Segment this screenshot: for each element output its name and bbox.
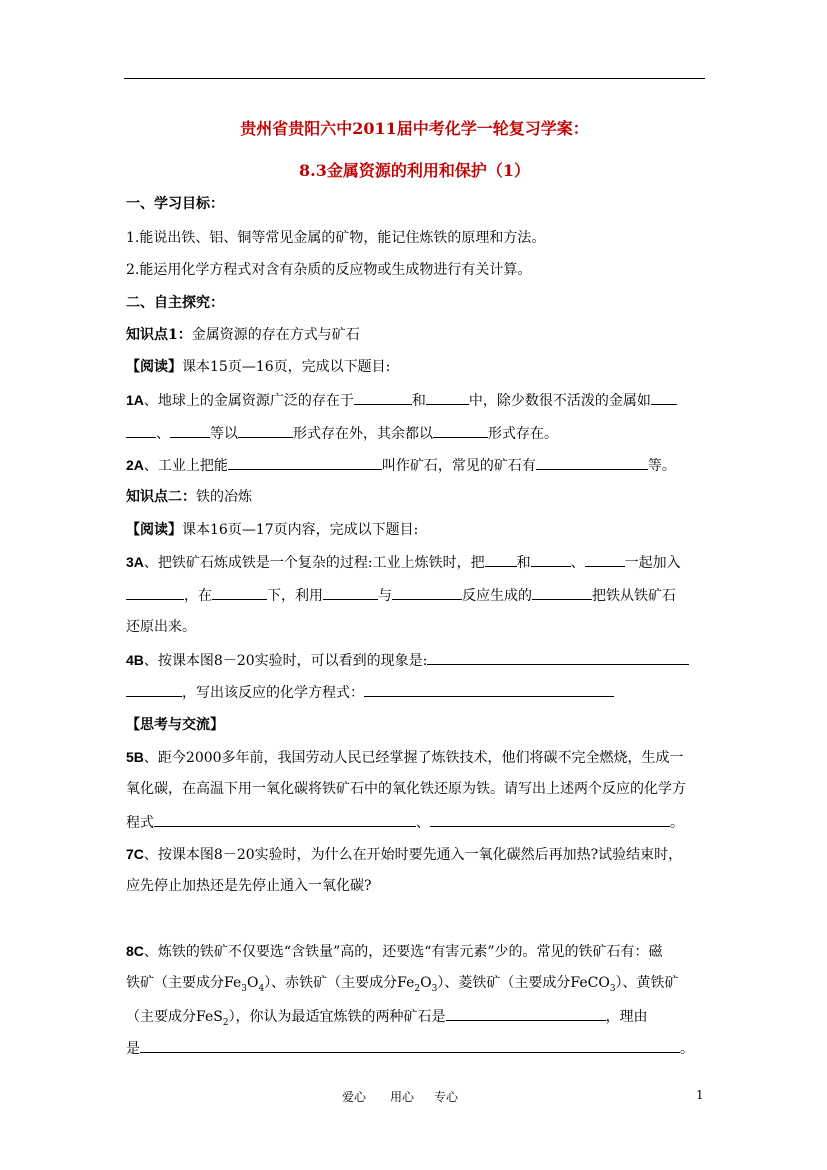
- question-8: [126, 942, 663, 961]
- question-text: 是: [126, 1041, 140, 1057]
- question-text: ）、赤铁矿（主要成分Fe: [264, 975, 415, 991]
- answer-blank[interactable]: [364, 683, 614, 697]
- answer-blank[interactable]: [433, 424, 488, 438]
- goal-item: 1.能说出铁、铝、铜等常见金属的矿物，能记住炼铁的原理和方法。: [126, 230, 546, 246]
- answer-blank[interactable]: [536, 456, 648, 470]
- header-rule: [124, 78, 705, 79]
- answer-blank[interactable]: [532, 586, 592, 600]
- answer-blank[interactable]: [430, 813, 670, 827]
- question-text: 下，利用: [267, 588, 323, 604]
- question-text: 形式存在。: [488, 426, 558, 442]
- question-3: [126, 553, 681, 572]
- answer-blank[interactable]: [354, 391, 412, 405]
- question-8-cont: [126, 1039, 694, 1058]
- reading-instruction: [126, 358, 390, 376]
- answer-blank[interactable]: [238, 424, 293, 438]
- question-text: 反应生成的: [462, 588, 532, 604]
- question-7: [126, 845, 682, 864]
- question-text: 、炼铁的铁矿不仅要选“含铁量”高的，还要选“有害元素”少的。常见的铁矿石有：磁: [143, 944, 663, 960]
- question-number: 4B: [126, 652, 144, 668]
- kp-text: 金属资源的存在方式与矿石: [191, 327, 360, 343]
- think-heading: 【思考与交流】: [126, 717, 224, 733]
- answer-blank[interactable]: [126, 683, 182, 697]
- question-number: 5B: [126, 749, 144, 765]
- answer-blank[interactable]: [126, 424, 156, 438]
- kp-text: 铁的冶炼: [196, 489, 252, 505]
- question-text: 等。: [647, 458, 676, 474]
- question-8-cont: [126, 974, 679, 998]
- question-text: 把铁从铁矿石: [592, 588, 676, 604]
- subscript: 2: [414, 983, 421, 994]
- question-text: O: [246, 975, 259, 991]
- question-5-cont: 氧化碳，在高温下用一氧化碳将铁矿石中的氧化铁还原为铁。请写出上述两个反应的化学方: [126, 781, 686, 797]
- question-text: 叫作矿石，常见的矿石有: [381, 458, 536, 474]
- question-text: ），你认为最适宜炼铁的两种矿石是: [228, 1009, 446, 1025]
- question-5: [126, 748, 684, 767]
- question-number: 8C: [126, 943, 144, 959]
- answer-blank[interactable]: [126, 586, 184, 600]
- subscript: 3: [241, 983, 247, 994]
- question-text: 、地球上的金属资源广泛的存在于: [143, 393, 354, 409]
- answer-blank[interactable]: [585, 553, 625, 567]
- question-text: 与: [378, 588, 392, 604]
- answer-blank[interactable]: [154, 813, 416, 827]
- answer-blank[interactable]: [170, 424, 210, 438]
- question-text: 程式: [126, 815, 154, 831]
- goals-heading: 一、学习目标：: [126, 196, 224, 212]
- question-number: 1A: [126, 392, 144, 408]
- subscript: 3: [609, 983, 616, 994]
- question-text: 和: [516, 555, 531, 571]
- question-4-cont: [126, 683, 614, 702]
- answer-blank[interactable]: [323, 586, 378, 600]
- answer-blank[interactable]: [212, 586, 267, 600]
- question-text: 等以: [210, 426, 238, 442]
- document-title: 贵州省贵阳六中2011届中考化学一轮复习学案：: [240, 119, 589, 138]
- question-number: 2A: [126, 457, 144, 473]
- question-text: （主要成分FeS: [126, 1009, 223, 1025]
- goal-item: 2.能运用化学方程式对含有杂质的反应物或生成物进行有关计算。: [126, 262, 532, 278]
- question-1-cont: [126, 424, 558, 443]
- question-8-cont: [126, 1007, 648, 1032]
- answer-blank[interactable]: [531, 553, 571, 567]
- question-text: ）、黄铁矿: [615, 975, 679, 991]
- question-text: 。: [680, 1041, 694, 1057]
- answer-blank[interactable]: [485, 553, 517, 567]
- document-subtitle: 8.3金属资源的利用和保护（1）: [299, 161, 530, 180]
- question-5-cont: [126, 813, 684, 832]
- answer-blank[interactable]: [427, 651, 689, 665]
- subscript: 4: [258, 983, 265, 994]
- footer-motto-focus: 专心: [434, 1090, 459, 1104]
- answer-blank[interactable]: [392, 586, 462, 600]
- question-text: ，理由: [605, 1009, 648, 1025]
- question-number: 7C: [126, 846, 144, 862]
- question-text: ，写出该反应的化学方程式：: [182, 685, 364, 701]
- question-text: 、把铁矿石炼成铁是一个复杂的过程:工业上炼铁时，把: [143, 555, 485, 571]
- question-text: 、: [156, 426, 170, 442]
- question-text: 铁矿（主要成分Fe: [126, 975, 242, 991]
- page-number: 1: [696, 1088, 704, 1102]
- question-text: 、: [416, 815, 430, 831]
- question-3-cont: [126, 586, 676, 605]
- answer-blank[interactable]: [140, 1039, 680, 1053]
- answer-blank[interactable]: [651, 391, 677, 405]
- reading-instruction: [126, 521, 418, 539]
- question-text: O: [420, 975, 432, 991]
- question-text: 、工业上把能: [143, 458, 228, 474]
- question-text: 形式存在外，其余都以: [293, 426, 433, 442]
- question-text: 和: [411, 393, 426, 409]
- footer-motto-care: 用心: [390, 1090, 415, 1104]
- answer-blank[interactable]: [228, 456, 382, 470]
- question-1: [126, 391, 677, 410]
- question-4: [126, 651, 689, 670]
- knowledge-point-2: [126, 488, 252, 506]
- question-7-cont: 应先停止加热还是先停止通入一氧化碳?: [126, 878, 372, 894]
- question-text: 、按课本图8－20实验时，可以看到的现象是:: [143, 653, 428, 669]
- question-text: 、距今2000多年前，我国劳动人民已经掌握了炼铁技术，他们将碳不完全燃烧，生成一: [143, 750, 684, 766]
- question-number: 3A: [126, 554, 144, 570]
- read-text: 课本16页—17页内容，完成以下题目:: [182, 522, 419, 538]
- question-text: 、按课本图8－20实验时，为什么在开始时要先通入一氧化碳然后再加热?试验结束时，: [143, 847, 683, 863]
- footer-motto-love: 爱心: [342, 1090, 367, 1104]
- question-text: 。: [670, 815, 684, 831]
- question-text: 中，除少数很不活泼的金属如: [468, 393, 651, 409]
- read-text: 课本15页—16页，完成以下题目:: [182, 359, 391, 375]
- answer-blank[interactable]: [446, 1007, 606, 1021]
- question-text: 、: [570, 555, 585, 571]
- read-label: 【阅读】: [126, 359, 182, 375]
- knowledge-point-1: [126, 326, 360, 344]
- answer-blank[interactable]: [426, 391, 469, 405]
- read-label: 【阅读】: [126, 522, 182, 538]
- question-text: ）、菱铁矿（主要成分FeCO: [437, 975, 610, 991]
- question-text: 一起加入: [624, 555, 681, 571]
- kp-label: 知识点二：: [126, 489, 196, 505]
- question-text: ，在: [184, 588, 212, 604]
- subscript: 2: [222, 1017, 229, 1028]
- question-2: [126, 456, 676, 475]
- explore-heading: 二、自主探究：: [126, 295, 224, 311]
- question-3-cont: 还原出来。: [126, 619, 196, 635]
- kp-label: 知识点1：: [126, 327, 192, 343]
- subscript: 3: [431, 983, 438, 994]
